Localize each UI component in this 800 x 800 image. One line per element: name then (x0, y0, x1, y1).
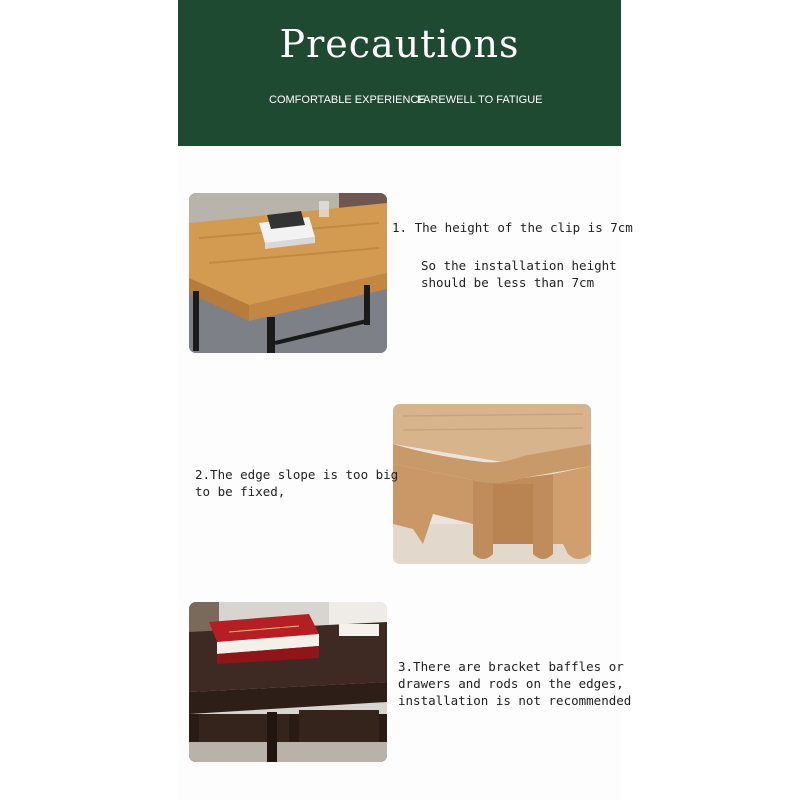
photo-wood-table-black-frame (189, 193, 387, 353)
page-title: Precautions (279, 22, 520, 66)
subtitle-comfortable: COMFORTABLE EXPERIENCE (269, 94, 426, 106)
item-3-line-2: drawers and rods on the edges, (398, 676, 624, 691)
item-1-line-1: 1. The height of the clip is 7cm (392, 220, 633, 235)
photo-dark-table-drawers (189, 602, 387, 762)
subtitle-fatigue: FAREWELL TO FATIGUE (417, 94, 543, 106)
photo-table-edge-corner (393, 404, 591, 564)
item-1-line-3: should be less than 7cm (421, 275, 595, 290)
item-2-line-2: to be fixed, (195, 484, 286, 499)
item-1-line-2: So the installation height (421, 258, 617, 273)
item-2-line-1: 2.The edge slope is too big (195, 467, 399, 482)
item-3-line-3: installation is not recommended (398, 693, 632, 708)
item-3-line-1: 3.There are bracket baffles or (398, 659, 624, 674)
header-banner (178, 0, 621, 146)
